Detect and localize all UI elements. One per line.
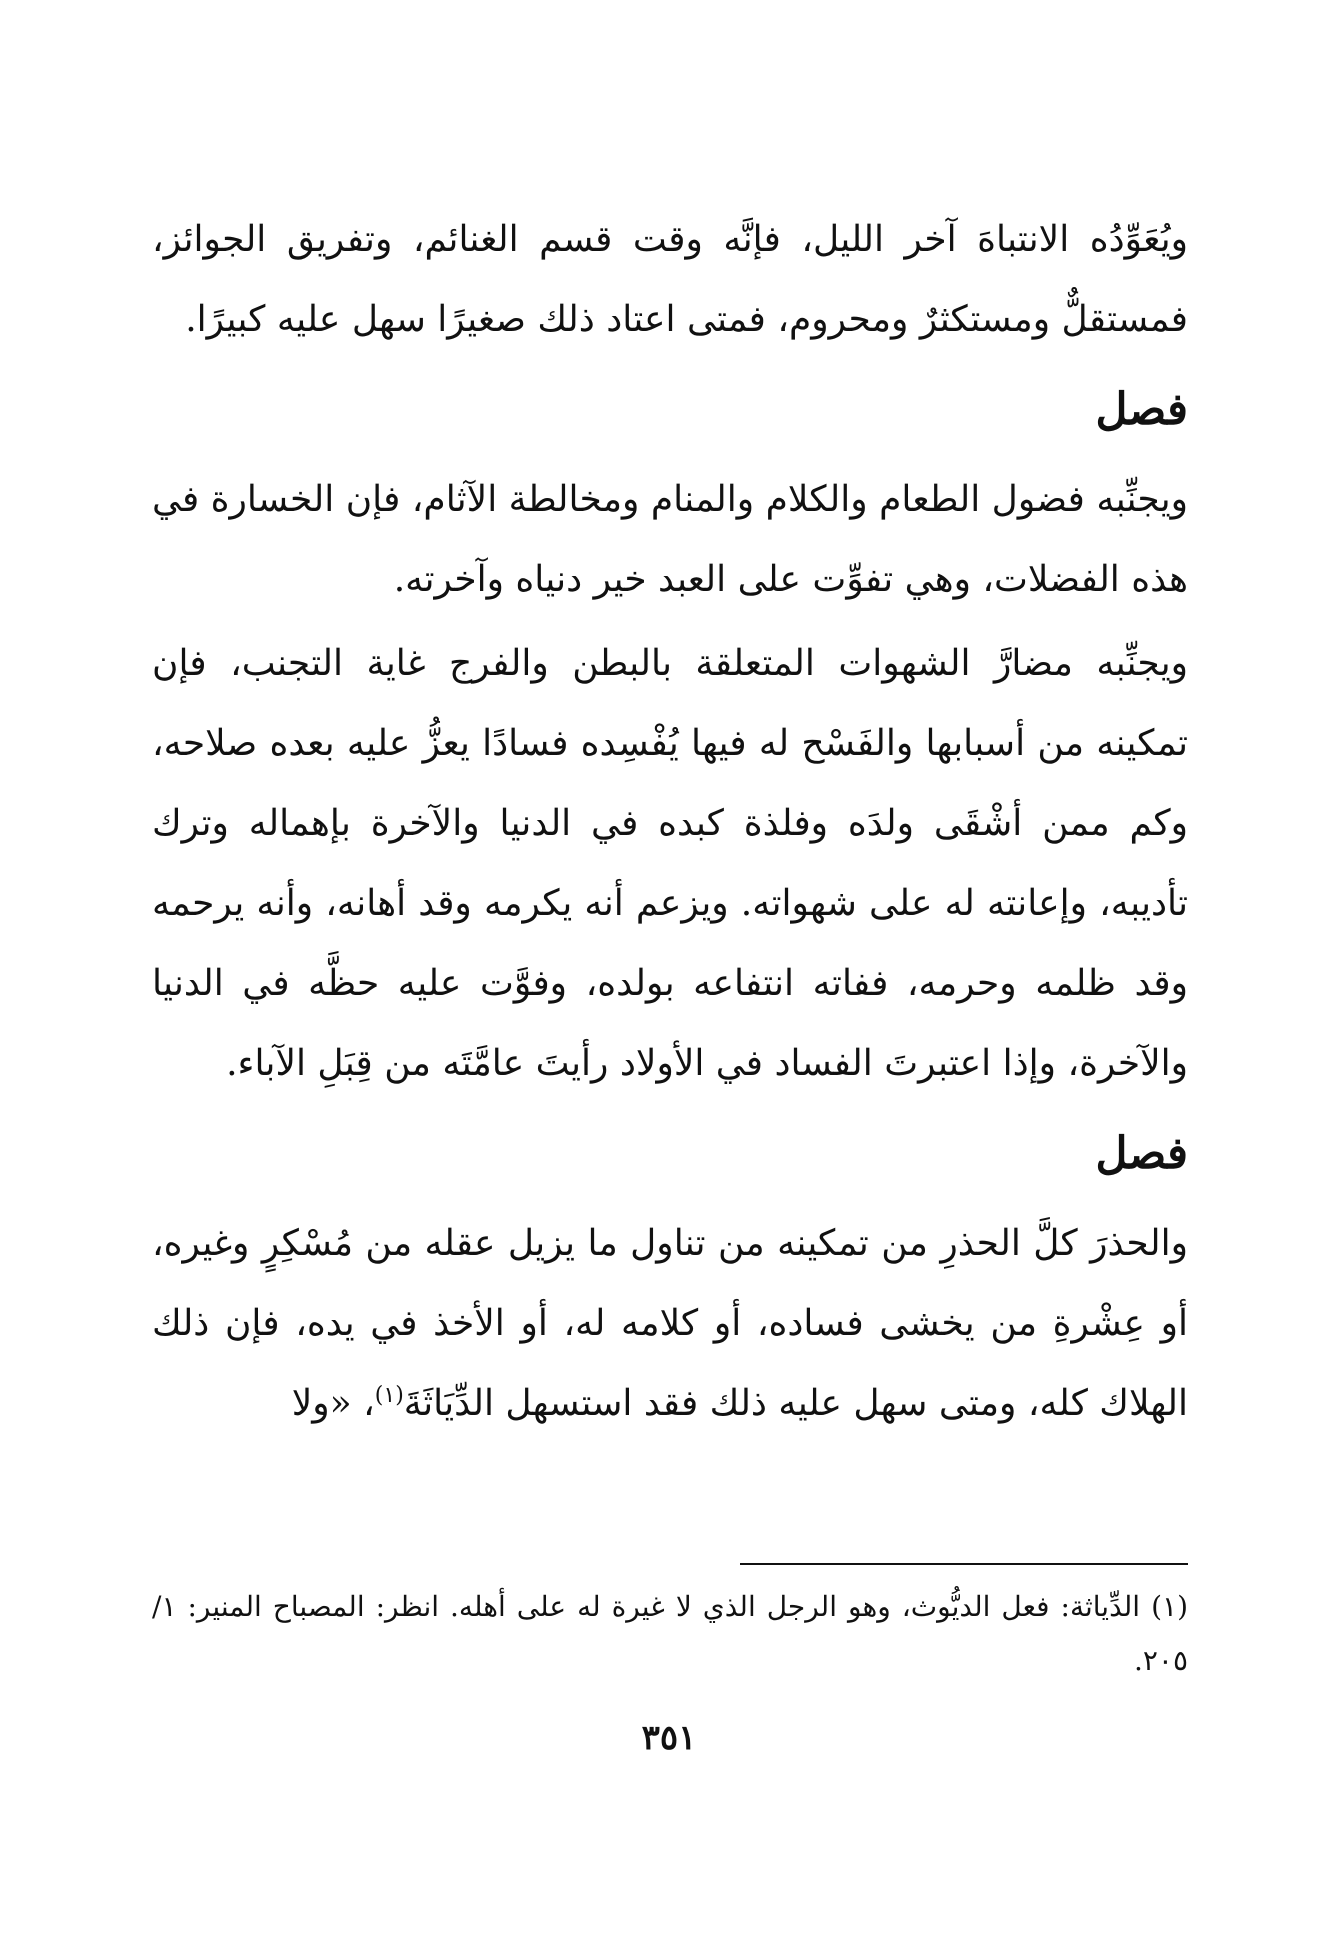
- page-number: ٣٥١: [641, 1718, 697, 1758]
- section-heading-1: فصل: [1095, 384, 1188, 435]
- footnote-reference: (١): [374, 1383, 404, 1408]
- paragraph-3: ويجنِّبه مضارَّ الشهوات المتعلقة بالبطن والفرج غاية التجنب، فإن تمكينه من أسبابها والفَسْح له فيها يُفْسِده فسادًا يعزُّ عليه بعده صلاحه، وكم ممن أشْقَى ولدَه وفلذة كبده في الدنيا والآخرة بإهماله وترك تأديبه، وإعانته له على شهواته. ويزعم أنه يكرمه وقد أهانه، وأنه يرحمه وقد ظلمه وحرمه، ففاته انتفاعه بولده، وفوَّت عليه حظَّه في الدنيا والآخرة، وإذا اعتبرتَ الفساد في الأولاد رأيتَ عامَّتَه من قِبَلِ الآباء.: [152, 643, 1188, 1084]
- paragraph-4-tail: ، «ولا: [291, 1383, 375, 1424]
- section-heading-2: فصل: [1095, 1128, 1188, 1179]
- footnote-divider: [740, 1563, 1188, 1565]
- paragraph-4-text: والحذرَ كلَّ الحذرِ من تمكينه من تناول ما يزيل عقله من مُسْكِرٍ وغيره، أو عِشْرةِ من يخشى فساده، أو كلامه له، أو الأخذ في يده، فإن ذلك الهلاك كله، ومتى سهل عليه ذلك فقد استسهل الدِّيَاثَةَ: [152, 1223, 1188, 1424]
- main-text: [152, 200, 1188, 1444]
- paragraph-1: ويُعَوِّدُه الانتباهَ آخر الليل، فإنَّه وقت قسم الغنائم، وتفريق الجوائز، فمستقلٌّ ومستكثرٌ ومحروم، فمتى اعتاد ذلك صغيرًا سهل عليه كبيرًا.: [152, 219, 1188, 340]
- paragraph-4: [152, 1204, 1188, 1444]
- paragraph-2: ويجنِّبه فضول الطعام والكلام والمنام ومخالطة الآثام، فإن الخسارة في هذه الفضلات، وهي تفوِّت على العبد خير دنياه وآخرته.: [152, 479, 1188, 600]
- footnote: (١) الدِّياثة: فعل الديُّوث، وهو الرجل الذي لا غيرة له على أهله. انظر: المصباح المنير: ١/ ٢٠٥.: [152, 1590, 1188, 1677]
